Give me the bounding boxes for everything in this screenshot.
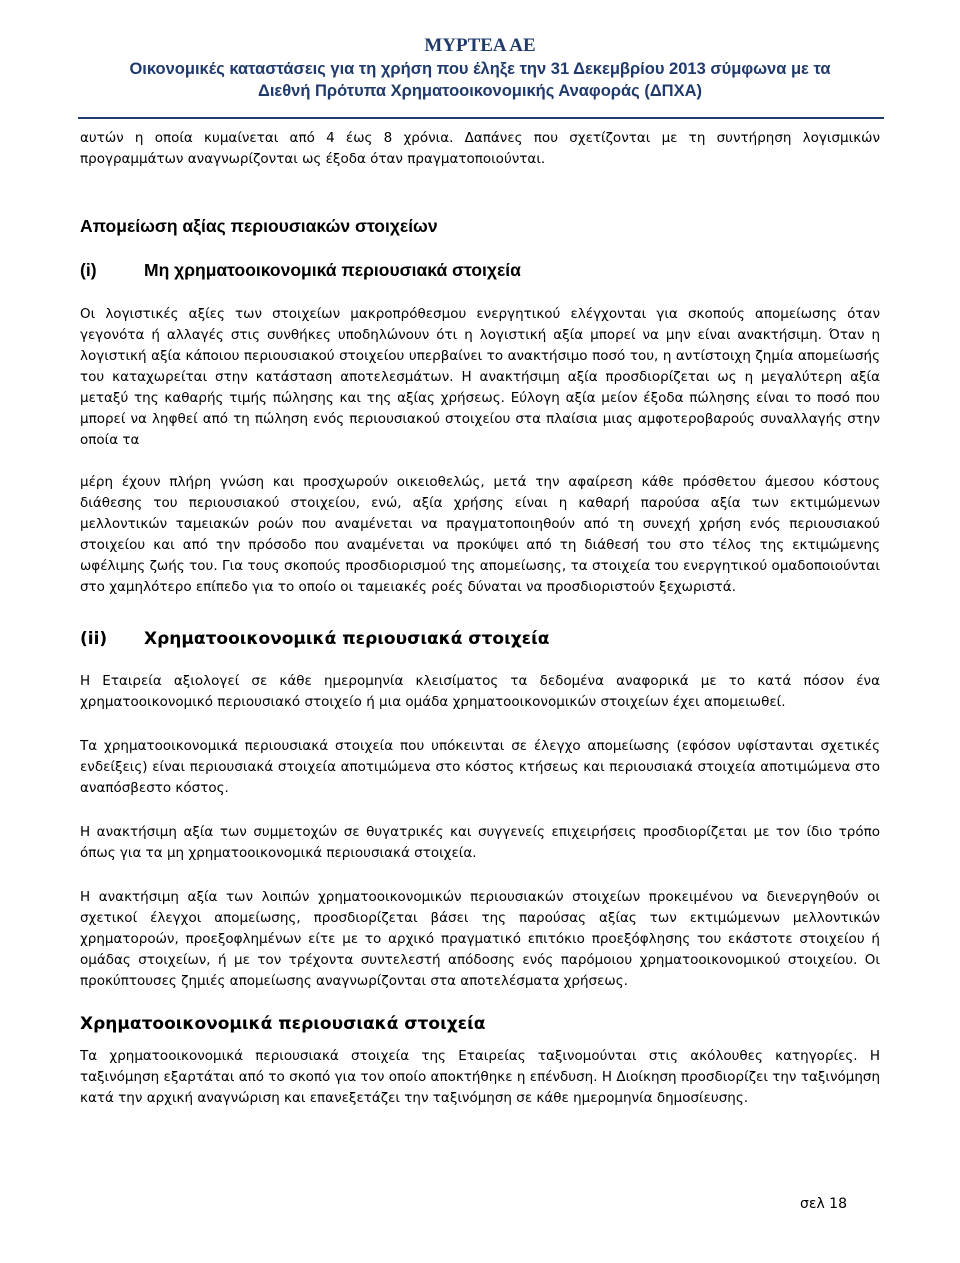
paragraph: Η Εταιρεία αξιολογεί σε κάθε ημερομηνία κλεισίματος τα δεδομένα αναφορικά με το κατά πόσον ένα χρηματοοικονομικό περιουσιακό στοιχείο ή μια ομάδα χρηματοοικονομικών στοιχείων έχει απομειωθεί. — [80, 673, 880, 710]
subsection-heading-financial — [80, 627, 880, 651]
paragraph: Η ανακτήσιμη αξία των συμμετοχών σε θυγατρικές και συγγενείς επιχειρήσεις προσδιορίζεται με τον ίδιο τρόπο όπως για τα μη χρηματοοικονομικά περιουσιακά στοιχεία. — [80, 824, 880, 861]
subsection-title: Χρηματοοικονομικά περιουσιακά στοιχεία — [144, 629, 550, 649]
paragraph: Η ανακτήσιμη αξία των λοιπών χρηματοοικονομικών περιουσιακών στοιχείων προκειμένου να διενεργηθούν οι σχετικοί έλεγχοι απομείωσης, προσδιορίζεται βάσει της παρούσας αξίας των εκτιμώμενων μελλοντικών χρηματοροών, προεξοφλημένων είτε με το αρχικό πραγματικό επιτόκιο προεξόφλησης του εκάστοτε στοιχείου ή ομάδας στοιχείων, ή με τον τρέχοντα συντελεστή απόδοσης ενός παρόμοιου χρηματοοικονομικού στοιχείου. Οι προκύπτουσες ζημιές απομείωσης αναγνωρίζονται στα αποτελέσματα χρήσεως. — [80, 889, 880, 989]
header-divider — [78, 117, 884, 119]
paragraph: Τα χρηματοοικονομικά περιουσιακά στοιχεία της Εταιρείας ταξινομούνται στις ακόλουθες κατηγορίες. Η ταξινόμηση εξαρτάται από το σκοπό για τον οποίο αποκτήθηκε η επένδυση. Η Διοίκηση προσδιορίζει την ταξινόμηση κατά την αρχική αναγνώριση και επανεξετάζει την ταξινόμηση σε κάθε ημερομηνία δημοσίευσης. — [80, 1048, 880, 1106]
company-name: ΜΥΡΤΕΑ ΑΕ — [424, 35, 536, 56]
report-subtitle-line1: Οικονομικές καταστάσεις για τη χρήση που έληξε την 31 Δεκεμβρίου 2013 σύμφωνα με τα — [129, 60, 831, 78]
page-header — [0, 34, 960, 102]
section-heading-impairment: Απομείωση αξίας περιουσιακών στοιχείων — [80, 216, 438, 236]
document-body — [80, 128, 880, 1109]
paragraph: Τα χρηματοοικονομικά περιουσιακά στοιχεία που υπόκεινται σε έλεγχο απομείωσης (εφόσον υφίστανται σχετικές ενδείξεις) είναι περιουσιακά στοιχεία αποτιμώμενα στο κόστος κτήσεως και περιουσιακά στοιχεία αποτιμώμενα στο αναπόσβεστο κόστος. — [80, 738, 880, 796]
subsection-title: Μη χρηματοοικονομικά περιουσιακά στοιχεία — [144, 260, 521, 280]
page-number: σελ 18 — [800, 1196, 847, 1212]
subsection-number: (i) — [80, 260, 97, 280]
section-heading-financial-assets: Χρηματοοικονομικά περιουσιακά στοιχεία — [80, 1014, 486, 1034]
report-subtitle-line2: Διεθνή Πρότυπα Χρηματοοικονομικής Αναφοράς (ΔΠΧΑ) — [257, 82, 703, 100]
paragraph: μέρη έχουν πλήρη γνώση και προσχωρούν οικειοθελώς, μετά την αφαίρεση κάθε πρόσθετου άμεσου κόστους διάθεσης του περιουσιακού στοιχείου, ενώ, αξία χρήσης είναι η καθαρή παρούσα αξία των εκτιμώμενων μελλοντικών ταμειακών ροών που αναμένεται να πραγματοποιηθούν από τη συνεχή χρήση ενός περιουσιακού στοιχείου και από την πρόσοδο που αναμένεται να προκύψει από τη διάθεσή του στο τέλος της εκτιμώμενης ωφέλιμης ζωής του. Για τους σκοπούς προσδιορισμού της απομείωσης, τα στοιχεία του ενεργητικού ομαδοποιούνται στο χαμηλότερο επίπεδο για το οποίο οι ταμειακές ροές δύναται να προσδιοριστούν ξεχωριστά. — [80, 474, 880, 595]
subsection-heading-nonfinancial — [80, 258, 880, 282]
intro-paragraph: αυτών η οποία κυμαίνεται από 4 έως 8 χρόνια. Δαπάνες που σχετίζονται με τη συντήρηση λογισμικών προγραμμάτων αναγνωρίζονται ως έξοδα όταν πραγματοποιούνται. — [80, 130, 880, 167]
paragraph: Οι λογιστικές αξίες των στοιχείων μακροπρόθεσμου ενεργητικού ελέγχονται για σκοπούς απομείωσης όταν γεγονότα ή αλλαγές στις συνθήκες υποδηλώνουν ότι η λογιστική αξία μπορεί να μην είναι ανακτήσιμη. Όταν η λογιστική αξία κάποιου περιουσιακού στοιχείου υπερβαίνει το ανακτήσιμο ποσό του, η αντίστοιχη ζημία απομείωσής του καταχωρείται στην κατάσταση αποτελεσμάτων. Η ανακτήσιμη αξία προσδιορίζεται ως η μεγαλύτερη αξία μεταξύ της καθαρής τιμής πώλησης και της αξίας χρήσεως. Εύλογη αξία μείον έξοδα πώλησης είναι το ποσό που μπορεί να ληφθεί από τη πώληση ενός περιουσιακού στοιχείου στα πλαίσια μιας αμφοτεροβαρούς συναλλαγής στην οποία τα — [80, 306, 880, 448]
subsection-number: (ii) — [80, 629, 108, 649]
